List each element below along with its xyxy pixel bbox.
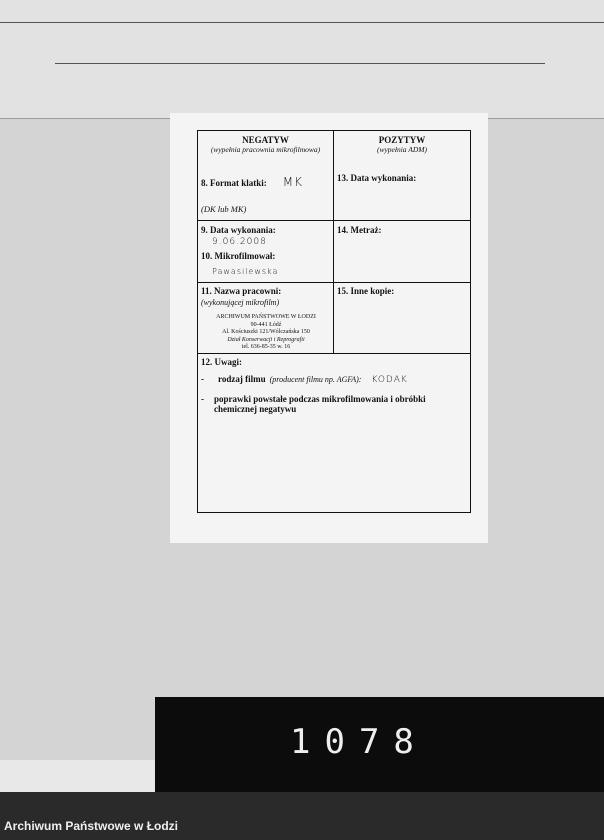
negatyw-subtitle: (wypełnia pracownia mikrofilmowa) (210, 145, 321, 154)
format-label: 8. Format klatki: (201, 178, 267, 188)
microfilm-form (197, 130, 471, 513)
corrections-note: poprawki powstałe podczas mikrofilmowania i obróbki chemicznej negatywu (214, 394, 426, 414)
date-cell (198, 221, 334, 283)
film-type-value: KODAK (371, 375, 408, 385)
divider (0, 22, 604, 23)
copies-label: 15. Inne kopie: (337, 286, 395, 296)
divider (55, 63, 545, 64)
bullet: - (201, 374, 204, 384)
operator-label: 10. Mikrofilmował: (201, 251, 276, 261)
pozytyw-title: POZYTYW (378, 135, 426, 145)
format-hint: (DK lub MK) (201, 204, 247, 214)
length-label: 14. Metraż: (337, 225, 382, 235)
date-label: 9. Data wykonania: (201, 225, 276, 235)
operator-value: Pawasilewska (212, 267, 279, 276)
format-value: MK (282, 175, 303, 189)
lab-label: 11. Nazwa pracowni: (201, 286, 282, 296)
negatyw-cell (198, 131, 334, 221)
lab-cell (198, 283, 334, 354)
address-line: ARCHIWUM PAŃSTWOWE W ŁODZI (216, 314, 316, 320)
address-line: tel. 636-85-35 w. 16 (241, 344, 291, 350)
pozytyw-cell (334, 131, 470, 221)
lab-address (198, 314, 334, 352)
address-line: Dział Konserwacji i Reprografii (227, 336, 305, 343)
length-cell (334, 221, 470, 283)
frame-counter: 1078 (290, 722, 428, 762)
negatyw-title: NEGATYW (242, 135, 289, 145)
date-value: 9.06.2008 (212, 237, 267, 247)
pozytyw-subtitle: (wypełnia ADM) (376, 145, 428, 154)
remarks-cell (198, 354, 470, 512)
film-edge (0, 760, 160, 792)
film-top-band (0, 0, 604, 119)
address-line: Al. Kościuszki 121/Wólczańska 150 (222, 329, 310, 335)
remarks-label: 12. Uwagi: (201, 357, 242, 367)
bullet: - (201, 394, 204, 404)
lab-subtitle: (wykonującej mikrofilm) (201, 298, 280, 307)
film-type-hint: (producent filmu np. AGFA): (269, 375, 362, 384)
copies-cell (334, 283, 470, 354)
address-line: 90-441 Łódź (250, 321, 282, 328)
pozytyw-date-label: 13. Data wykonania: (337, 173, 417, 183)
film-type-label: rodzaj filmu (218, 374, 266, 384)
archive-credit: Archiwum Państwowe w Łodzi (4, 819, 179, 833)
